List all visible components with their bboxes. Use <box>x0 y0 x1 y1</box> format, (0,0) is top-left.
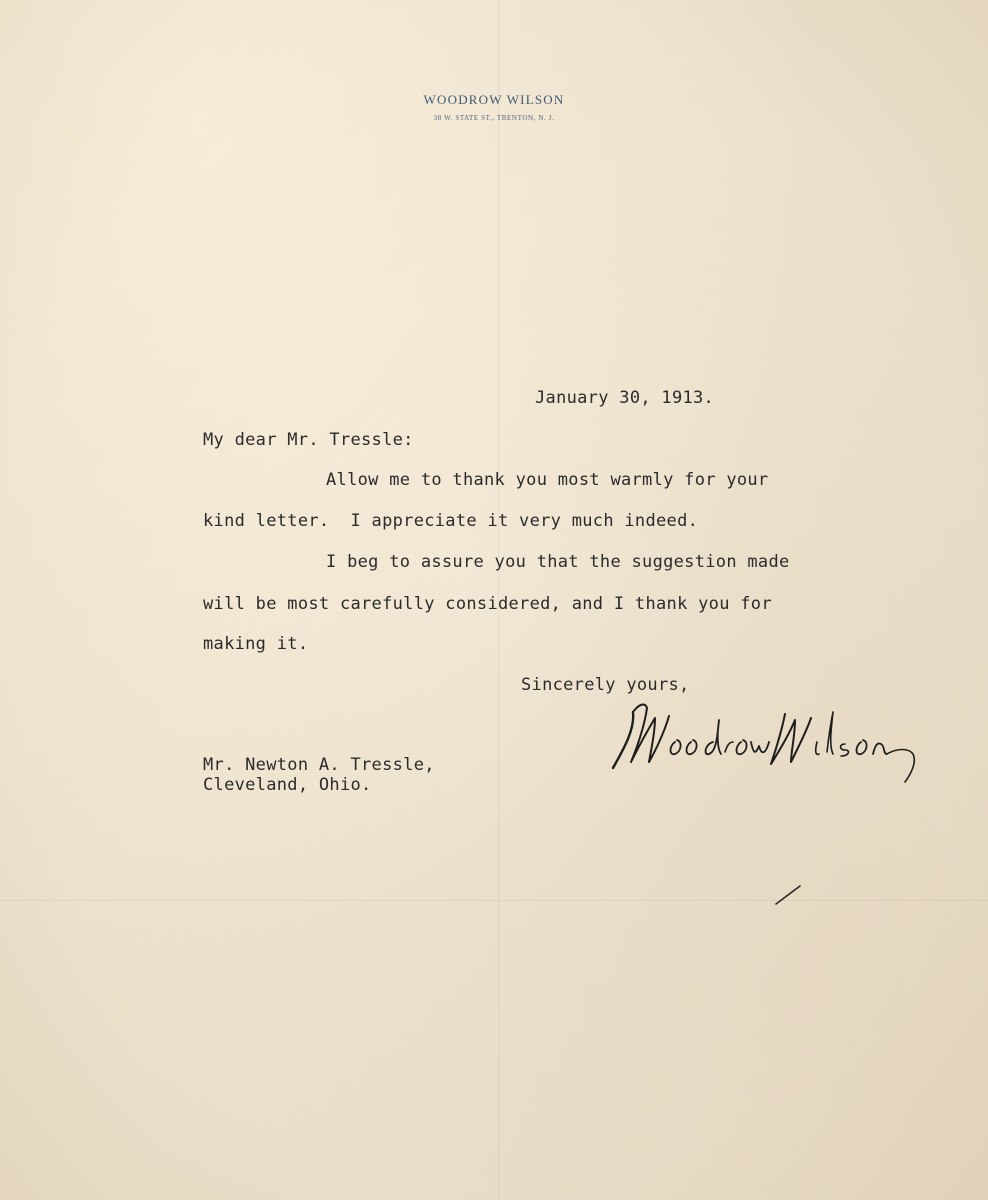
letterhead-address: 38 W. STATE ST., TRENTON, N. J. <box>433 114 555 122</box>
recipient-city: Cleveland, Ohio. <box>203 775 372 795</box>
paragraph-2-line-3: making it. <box>203 634 309 654</box>
paragraph-2-line-2: will be most carefully considered, and I thank you for <box>203 594 772 614</box>
recipient-name: Mr. Newton A. Tressle, <box>203 755 435 775</box>
fold-line-horizontal <box>0 900 988 901</box>
closing: Sincerely yours, <box>521 675 690 695</box>
letterhead-name: WOODROW WILSON <box>423 92 565 107</box>
stray-pen-mark <box>770 880 810 910</box>
paragraph-1-line-1: Allow me to thank you most warmly for your <box>326 470 769 490</box>
paragraph-2-line-1: I beg to assure you that the suggestion made <box>326 552 790 572</box>
letter-date: January 30, 1913. <box>535 388 715 408</box>
salutation: My dear Mr. Tressle: <box>203 430 414 450</box>
paragraph-1-line-2: kind letter. I appreciate it very much indeed. <box>203 511 699 531</box>
signature-image <box>605 690 925 810</box>
